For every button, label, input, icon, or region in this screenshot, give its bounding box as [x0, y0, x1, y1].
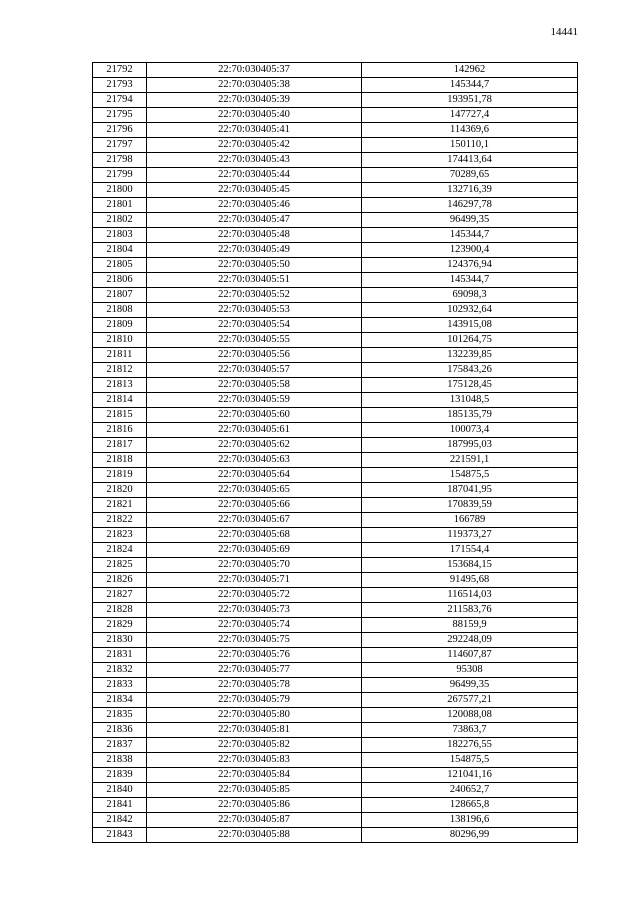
cadastral-number-cell: 22:70:030405:84: [147, 768, 362, 783]
cadastral-value-cell: 120088,08: [362, 708, 578, 723]
row-number-cell: 21839: [93, 768, 147, 783]
cadastral-value-cell: 101264,75: [362, 333, 578, 348]
cadastral-value-cell: 121041,16: [362, 768, 578, 783]
table-row: [93, 663, 578, 678]
row-number-cell: 21820: [93, 483, 147, 498]
row-number-cell: 21798: [93, 153, 147, 168]
cadastral-number-cell: 22:70:030405:73: [147, 603, 362, 618]
cadastral-value-cell: 119373,27: [362, 528, 578, 543]
table-row: [93, 813, 578, 828]
row-number-cell: 21816: [93, 423, 147, 438]
row-number-cell: 21801: [93, 198, 147, 213]
cadastral-number-cell: 22:70:030405:62: [147, 438, 362, 453]
row-number-cell: 21803: [93, 228, 147, 243]
row-number-cell: 21812: [93, 363, 147, 378]
table-row: [93, 168, 578, 183]
table-row: [93, 78, 578, 93]
row-number-cell: 21842: [93, 813, 147, 828]
cadastral-number-cell: 22:70:030405:58: [147, 378, 362, 393]
cadastral-value-cell: 150110,1: [362, 138, 578, 153]
cadastral-number-cell: 22:70:030405:66: [147, 498, 362, 513]
cadastral-value-cell: 145344,7: [362, 78, 578, 93]
row-number-cell: 21818: [93, 453, 147, 468]
row-number-cell: 21805: [93, 258, 147, 273]
cadastral-number-cell: 22:70:030405:86: [147, 798, 362, 813]
cadastral-value-cell: 187041,95: [362, 483, 578, 498]
cadastral-value-cell: 116514,03: [362, 588, 578, 603]
table-row: [93, 453, 578, 468]
cadastral-value-cell: 131048,5: [362, 393, 578, 408]
table-row: [93, 738, 578, 753]
table-row: [93, 108, 578, 123]
table-row: [93, 558, 578, 573]
table-row: [93, 273, 578, 288]
cadastral-value-cell: 124376,94: [362, 258, 578, 273]
cadastral-number-cell: 22:70:030405:72: [147, 588, 362, 603]
table-row: [93, 198, 578, 213]
table-row: [93, 483, 578, 498]
cadastral-value-cell: 154875,5: [362, 468, 578, 483]
cadastral-value-cell: 132716,39: [362, 183, 578, 198]
row-number-cell: 21792: [93, 63, 147, 78]
table-row: [93, 393, 578, 408]
table-row: [93, 513, 578, 528]
cadastral-number-cell: 22:70:030405:50: [147, 258, 362, 273]
cadastral-value-cell: 175128,45: [362, 378, 578, 393]
table-row: [93, 318, 578, 333]
table-row: [93, 123, 578, 138]
table-row: [93, 768, 578, 783]
cadastral-number-cell: 22:70:030405:64: [147, 468, 362, 483]
cadastral-value-cell: 170839,59: [362, 498, 578, 513]
table-row: [93, 783, 578, 798]
table-row: [93, 348, 578, 363]
cadastral-number-cell: 22:70:030405:59: [147, 393, 362, 408]
row-number-cell: 21819: [93, 468, 147, 483]
cadastral-number-cell: 22:70:030405:81: [147, 723, 362, 738]
cadastral-value-cell: 100073,4: [362, 423, 578, 438]
cadastral-value-cell: 96499,35: [362, 678, 578, 693]
row-number-cell: 21811: [93, 348, 147, 363]
cadastral-number-cell: 22:70:030405:70: [147, 558, 362, 573]
cadastral-value-cell: 174413,64: [362, 153, 578, 168]
row-number-cell: 21828: [93, 603, 147, 618]
cadastral-number-cell: 22:70:030405:80: [147, 708, 362, 723]
cadastral-number-cell: 22:70:030405:61: [147, 423, 362, 438]
cadastral-number-cell: 22:70:030405:87: [147, 813, 362, 828]
table-row: [93, 633, 578, 648]
table-row: [93, 723, 578, 738]
table-row: [93, 543, 578, 558]
cadastral-value-cell: 102932,64: [362, 303, 578, 318]
cadastral-value-cell: 185135,79: [362, 408, 578, 423]
cadastral-number-cell: 22:70:030405:71: [147, 573, 362, 588]
cadastral-number-cell: 22:70:030405:79: [147, 693, 362, 708]
cadastral-number-cell: 22:70:030405:60: [147, 408, 362, 423]
cadastral-number-cell: 22:70:030405:76: [147, 648, 362, 663]
cadastral-number-cell: 22:70:030405:45: [147, 183, 362, 198]
cadastral-number-cell: 22:70:030405:88: [147, 828, 362, 843]
cadastral-value-cell: 143915,08: [362, 318, 578, 333]
table-row: [93, 678, 578, 693]
cadastral-number-cell: 22:70:030405:82: [147, 738, 362, 753]
cadastral-value-cell: 114607,87: [362, 648, 578, 663]
row-number-cell: 21838: [93, 753, 147, 768]
table-row: [93, 528, 578, 543]
table-row: [93, 153, 578, 168]
cadastral-number-cell: 22:70:030405:44: [147, 168, 362, 183]
cadastral-number-cell: 22:70:030405:56: [147, 348, 362, 363]
table-row: [93, 753, 578, 768]
cadastral-number-cell: 22:70:030405:52: [147, 288, 362, 303]
row-number-cell: 21831: [93, 648, 147, 663]
cadastral-number-cell: 22:70:030405:53: [147, 303, 362, 318]
row-number-cell: 21832: [93, 663, 147, 678]
table-row: [93, 438, 578, 453]
cadastral-value-cell: 240652,7: [362, 783, 578, 798]
row-number-cell: 21823: [93, 528, 147, 543]
cadastral-value-cell: 154875,5: [362, 753, 578, 768]
cadastral-number-cell: 22:70:030405:68: [147, 528, 362, 543]
cadastral-value-cell: 70289,65: [362, 168, 578, 183]
table-row: [93, 288, 578, 303]
cadastral-number-cell: 22:70:030405:46: [147, 198, 362, 213]
row-number-cell: 21794: [93, 93, 147, 108]
table-row: [93, 363, 578, 378]
row-number-cell: 21804: [93, 243, 147, 258]
cadastral-number-cell: 22:70:030405:51: [147, 273, 362, 288]
cadastral-value-cell: 96499,35: [362, 213, 578, 228]
cadastral-number-cell: 22:70:030405:41: [147, 123, 362, 138]
cadastral-number-cell: 22:70:030405:47: [147, 213, 362, 228]
cadastral-value-cell: 145344,7: [362, 273, 578, 288]
cadastral-value-cell: 187995,03: [362, 438, 578, 453]
row-number-cell: 21825: [93, 558, 147, 573]
cadastral-number-cell: 22:70:030405:39: [147, 93, 362, 108]
row-number-cell: 21793: [93, 78, 147, 93]
row-number-cell: 21796: [93, 123, 147, 138]
cadastral-number-cell: 22:70:030405:83: [147, 753, 362, 768]
row-number-cell: 21822: [93, 513, 147, 528]
table-row: [93, 603, 578, 618]
row-number-cell: 21797: [93, 138, 147, 153]
cadastral-number-cell: 22:70:030405:75: [147, 633, 362, 648]
cadastral-value-cell: 146297,78: [362, 198, 578, 213]
row-number-cell: 21795: [93, 108, 147, 123]
cadastral-number-cell: 22:70:030405:65: [147, 483, 362, 498]
cadastral-number-cell: 22:70:030405:78: [147, 678, 362, 693]
table-row: [93, 588, 578, 603]
table-row: [93, 243, 578, 258]
row-number-cell: 21835: [93, 708, 147, 723]
cadastral-number-cell: 22:70:030405:49: [147, 243, 362, 258]
row-number-cell: 21837: [93, 738, 147, 753]
row-number-cell: 21799: [93, 168, 147, 183]
row-number-cell: 21821: [93, 498, 147, 513]
cadastral-value-cell: 91495,68: [362, 573, 578, 588]
table-row: [93, 648, 578, 663]
row-number-cell: 21829: [93, 618, 147, 633]
cadastral-value-cell: 171554,4: [362, 543, 578, 558]
table-row: [93, 618, 578, 633]
cadastral-value-cell: 292248,09: [362, 633, 578, 648]
cadastral-value-table: [92, 62, 578, 843]
row-number-cell: 21826: [93, 573, 147, 588]
cadastral-value-cell: 114369,6: [362, 123, 578, 138]
table-row: [93, 138, 578, 153]
table-row: [93, 228, 578, 243]
cadastral-value-cell: 138196,6: [362, 813, 578, 828]
table-row: [93, 378, 578, 393]
cadastral-value-cell: 267577,21: [362, 693, 578, 708]
cadastral-value-cell: 123900,4: [362, 243, 578, 258]
row-number-cell: 21806: [93, 273, 147, 288]
table-row: [93, 213, 578, 228]
table-row: [93, 183, 578, 198]
cadastral-number-cell: 22:70:030405:40: [147, 108, 362, 123]
row-number-cell: 21833: [93, 678, 147, 693]
cadastral-number-cell: 22:70:030405:67: [147, 513, 362, 528]
cadastral-number-cell: 22:70:030405:37: [147, 63, 362, 78]
row-number-cell: 21810: [93, 333, 147, 348]
page-number: 14441: [550, 26, 578, 38]
row-number-cell: 21809: [93, 318, 147, 333]
row-number-cell: 21836: [93, 723, 147, 738]
table-row: [93, 93, 578, 108]
row-number-cell: 21814: [93, 393, 147, 408]
cadastral-value-cell: 132239,85: [362, 348, 578, 363]
row-number-cell: 21843: [93, 828, 147, 843]
cadastral-value-cell: 128665,8: [362, 798, 578, 813]
cadastral-value-cell: 88159,9: [362, 618, 578, 633]
row-number-cell: 21834: [93, 693, 147, 708]
table-row: [93, 303, 578, 318]
cadastral-value-cell: 193951,78: [362, 93, 578, 108]
cadastral-value-cell: 153684,15: [362, 558, 578, 573]
row-number-cell: 21840: [93, 783, 147, 798]
cadastral-number-cell: 22:70:030405:77: [147, 663, 362, 678]
row-number-cell: 21841: [93, 798, 147, 813]
cadastral-number-cell: 22:70:030405:55: [147, 333, 362, 348]
row-number-cell: 21808: [93, 303, 147, 318]
table-row: [93, 828, 578, 843]
cadastral-number-cell: 22:70:030405:38: [147, 78, 362, 93]
cadastral-value-cell: 142962: [362, 63, 578, 78]
row-number-cell: 21800: [93, 183, 147, 198]
table-row: [93, 798, 578, 813]
cadastral-value-cell: 73863,7: [362, 723, 578, 738]
cadastral-number-cell: 22:70:030405:69: [147, 543, 362, 558]
row-number-cell: 21827: [93, 588, 147, 603]
row-number-cell: 21817: [93, 438, 147, 453]
table-row: [93, 573, 578, 588]
cadastral-value-cell: 147727,4: [362, 108, 578, 123]
cadastral-number-cell: 22:70:030405:85: [147, 783, 362, 798]
table-row: [93, 468, 578, 483]
row-number-cell: 21802: [93, 213, 147, 228]
table-row: [93, 708, 578, 723]
cadastral-number-cell: 22:70:030405:48: [147, 228, 362, 243]
cadastral-value-cell: 145344,7: [362, 228, 578, 243]
cadastral-value-cell: 95308: [362, 663, 578, 678]
cadastral-number-cell: 22:70:030405:57: [147, 363, 362, 378]
table-body: [93, 63, 578, 843]
cadastral-number-cell: 22:70:030405:54: [147, 318, 362, 333]
cadastral-value-cell: 175843,26: [362, 363, 578, 378]
row-number-cell: 21815: [93, 408, 147, 423]
cadastral-value-cell: 211583,76: [362, 603, 578, 618]
table-row: [93, 498, 578, 513]
table-row: [93, 693, 578, 708]
table-row: [93, 258, 578, 273]
table-row: [93, 423, 578, 438]
cadastral-value-cell: 166789: [362, 513, 578, 528]
cadastral-value-cell: 182276,55: [362, 738, 578, 753]
cadastral-number-cell: 22:70:030405:63: [147, 453, 362, 468]
cadastral-value-cell: 221591,1: [362, 453, 578, 468]
row-number-cell: 21813: [93, 378, 147, 393]
row-number-cell: 21824: [93, 543, 147, 558]
table-row: [93, 333, 578, 348]
cadastral-number-cell: 22:70:030405:43: [147, 153, 362, 168]
row-number-cell: 21807: [93, 288, 147, 303]
cadastral-number-cell: 22:70:030405:74: [147, 618, 362, 633]
row-number-cell: 21830: [93, 633, 147, 648]
table-row: [93, 63, 578, 78]
cadastral-value-cell: 80296,99: [362, 828, 578, 843]
cadastral-number-cell: 22:70:030405:42: [147, 138, 362, 153]
table-row: [93, 408, 578, 423]
cadastral-value-cell: 69098,3: [362, 288, 578, 303]
